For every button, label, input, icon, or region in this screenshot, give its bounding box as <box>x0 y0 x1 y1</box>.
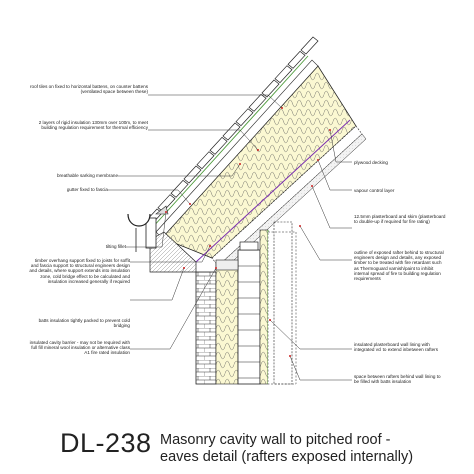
note-rigid-insulation: 2 layers of rigid insulation 130mm over 100m, to meet building regulation requirement for thermal efficiency <box>38 120 148 131</box>
roof-tile <box>210 137 227 154</box>
drawing-code: DL-238 <box>60 428 152 458</box>
drawing-title-line2: eaves detail (rafters exposed internally) <box>160 449 414 465</box>
note-sarking: breathable sarking membrane <box>56 173 118 178</box>
note-roof-tiles: roof tiles on fixed to horizontal battens, on counter battens (ventilated space between these) <box>30 84 148 95</box>
note-tilting-fillet: tilting fillet <box>105 244 126 249</box>
outer-brick-leaf <box>196 272 216 384</box>
note-exposed-rafter: outline of exposed rafter behind to structural engineers design and details, any exposed timber to be treated with fire retardant such as Thermoguard varnish/paint to inhibit internal spread of fire to building regulation requirements <box>354 250 444 282</box>
roof-tile <box>197 152 214 169</box>
drawing-title <box>160 432 413 466</box>
cavity-insulation <box>216 264 238 384</box>
note-timber-overhang: timber overhang support fixed to joists for soffit and fascia support to structural engineers design and details, where support extends into insulation zone, cold bridge effect to be calculated and insulation increased generally if required <box>29 258 130 284</box>
roof-tile <box>288 51 305 68</box>
note-batts-insulation: batts insulation tightly packed to prevent cold bridging <box>38 318 130 329</box>
note-cavity-barrier: insulated cavity barrier - may not be required with full fill mineral wool insulation or alternative class A1 fire rated insulation <box>29 340 130 356</box>
note-space-between: space between rafters behind wall lining to be filled with batts insulation <box>354 374 441 385</box>
note-vcl: vapour control layer <box>354 188 395 193</box>
note-plywood: plywood decking <box>354 160 388 165</box>
note-wall-lining: insulated plasterboard wall lining with integrated vcl to extend inbetween rafters <box>354 342 439 353</box>
note-plasterboard: 12.5mm plasterboard and skim (plasterboard to double-up if required for fire rating) <box>354 214 446 225</box>
roof-tile <box>249 94 266 111</box>
note-gutter: gutter fixed to fascia <box>66 187 108 192</box>
wall-plate <box>240 242 258 250</box>
roof-tile <box>275 66 292 83</box>
roof-tile <box>184 166 201 183</box>
cavity-barrier <box>216 260 238 270</box>
inner-block-leaf <box>238 250 260 384</box>
drawing-title-line1: Masonry cavity wall to pitched roof - <box>160 432 391 448</box>
insulated-wall-lining <box>260 230 268 384</box>
roof-tile <box>171 180 188 197</box>
roof-tile <box>236 109 253 126</box>
roof-tile <box>301 37 318 54</box>
roof-tile <box>262 80 279 97</box>
roof-tile <box>223 123 240 140</box>
